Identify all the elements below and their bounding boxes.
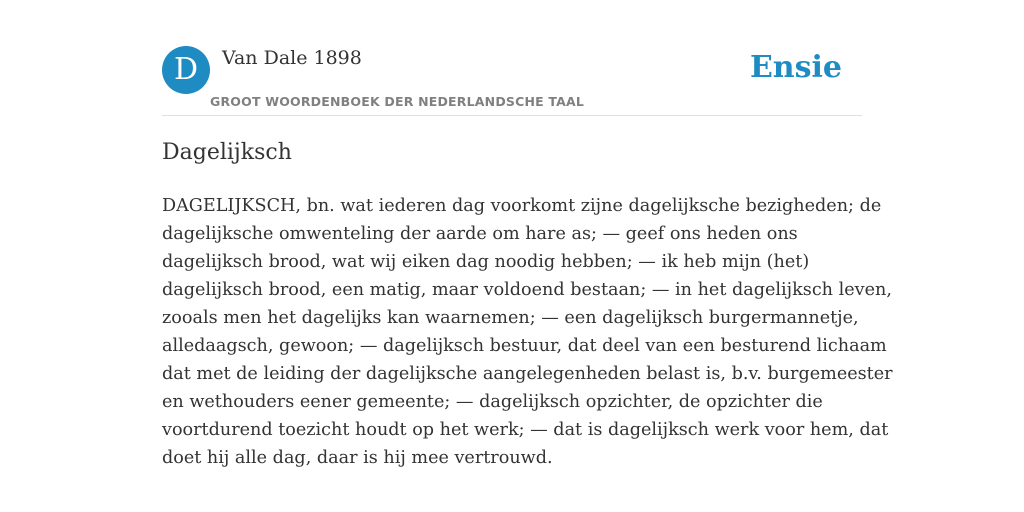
entry-line: zooals men het dagelijks kan waarnemen; — een dagelijksch burgermannetje,	[162, 308, 859, 328]
entry-line: voortdurend toezicht houdt op het werk; — dat is dagelijksch werk voor hem, dat	[162, 420, 889, 440]
source-title[interactable]: Van Dale 1898	[222, 47, 362, 69]
entry-line: dagelijksch brood, wat wij eiken dag noodig hebben; — ik heb mijn (het)	[162, 252, 810, 272]
entry-title: Dagelijksch	[162, 140, 292, 165]
source-logo: D	[162, 46, 210, 94]
entry-line: doet hij alle dag, daar is hij mee vertrouwd.	[162, 448, 553, 468]
entry-line: dagelijksch brood, een matig, maar voldoend bestaan; — in het dagelijksch leven,	[162, 280, 892, 300]
source-header	[162, 46, 862, 116]
entry-line: en wethouders eener gemeente; — dagelijksch opzichter, de opzichter die	[162, 392, 823, 412]
entry-line: DAGELIJKSCH, bn. wat iederen dag voorkomt zijne dagelijksche bezigheden; de	[162, 196, 882, 216]
entry-line: dat met de leiding der dagelijksche aangelegenheden belast is, b.v. burgemeester	[162, 364, 893, 384]
header-divider	[162, 115, 862, 116]
entry-body	[162, 192, 893, 472]
entry-line: dagelijksche omwenteling der aarde om hare as; — geef ons heden ons	[162, 224, 798, 244]
entry-line: alledaagsch, gewoon; — dagelijksch bestuur, dat deel van een besturend lichaam	[162, 336, 887, 356]
ensie-logo[interactable]: Ensie	[749, 50, 842, 85]
source-subtitle: GROOT WOORDENBOEK DER NEDERLANDSCHE TAAL	[210, 94, 585, 109]
